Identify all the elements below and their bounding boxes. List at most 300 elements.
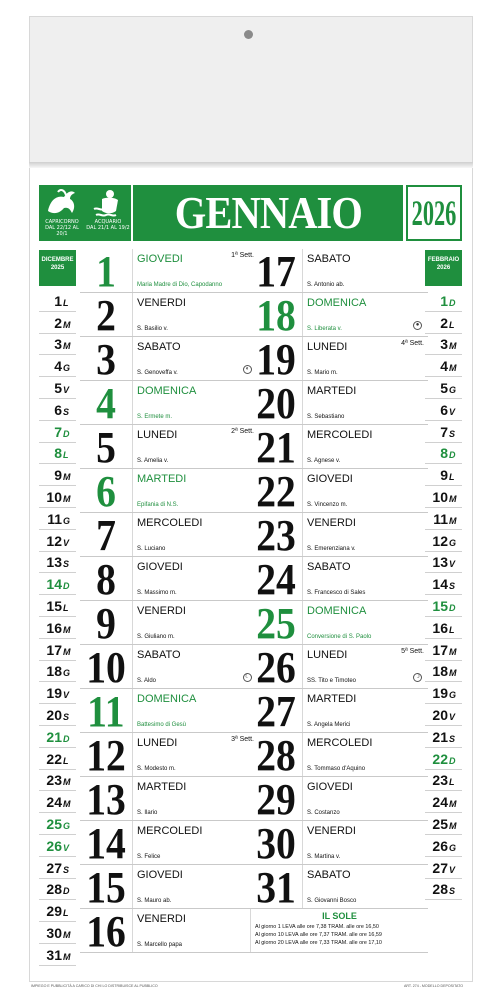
mini-day-number: 3: [54, 336, 62, 353]
day-number: [250, 731, 302, 780]
mini-day-weekday: M: [449, 820, 457, 831]
zodiac-dates: DAL 22/12 AL 20/1: [45, 225, 79, 237]
day-name: SABATO: [137, 341, 181, 353]
day-info: [132, 513, 258, 556]
mini-day-weekday: M: [449, 668, 457, 679]
mini-day: [39, 573, 76, 595]
mini-day-number: 25: [46, 815, 62, 832]
day-saint: S. Liberata v.: [307, 326, 342, 332]
mini-day-number: 4: [54, 358, 62, 375]
mini-day: [39, 748, 76, 770]
sun-info-box: [250, 909, 428, 953]
mini-day-weekday: L: [63, 602, 69, 613]
day-info: [302, 425, 428, 468]
mini-day-number: 17: [432, 641, 448, 658]
day-row: [250, 379, 428, 428]
mini-day-weekday: M: [63, 951, 71, 962]
day-name: MERCOLEDI: [137, 517, 203, 529]
mini-day-weekday: D: [449, 297, 456, 308]
sun-info-line: Al giorno 20 LEVA alle ore 7,33 TRAM. alle ore 17,10: [255, 940, 382, 946]
mini-day-weekday: D: [63, 581, 70, 592]
day-number-text: 8: [96, 555, 116, 604]
day-row: [80, 687, 258, 736]
day-saint: S. Angela Merici: [307, 722, 351, 728]
mini-day-weekday: L: [449, 472, 455, 483]
day-row: [80, 511, 258, 560]
mini-day-weekday: V: [449, 559, 456, 570]
day-saint: S. Costanzo: [307, 810, 340, 816]
day-info: [132, 381, 258, 424]
day-number: [80, 335, 132, 384]
mini-day: [39, 486, 76, 508]
day-saint: S. Antonio ab.: [307, 282, 345, 288]
moon-phase-icon: ☾: [244, 674, 251, 680]
day-number: [80, 555, 132, 604]
day-row: [80, 643, 258, 692]
day-number: [80, 599, 132, 648]
capricorn-icon: [39, 187, 85, 219]
mini-day: [39, 290, 76, 312]
day-info: [132, 337, 258, 380]
day-name: VENERDI: [137, 605, 186, 617]
day-name: DOMENICA: [307, 297, 367, 309]
mini-day-weekday: M: [449, 515, 457, 526]
day-name: GIOVEDI: [137, 561, 183, 573]
day-row: [250, 291, 428, 340]
day-number-text: 30: [256, 819, 296, 868]
mini-day-number: 4: [440, 358, 448, 375]
day-name: GIOVEDI: [307, 473, 353, 485]
day-name: MERCOLEDI: [307, 429, 373, 441]
day-saint: S. Ermete m.: [137, 414, 173, 420]
day-name: LUNEDI: [307, 649, 348, 661]
mini-day-weekday: G: [449, 537, 457, 548]
mini-day-number: 23: [46, 772, 62, 789]
day-name: DOMENICA: [137, 385, 197, 397]
mini-day-number: 11: [47, 510, 62, 527]
day-info: [302, 469, 428, 512]
mini-day-weekday: M: [63, 646, 71, 657]
day-row: [250, 863, 428, 912]
mini-day-weekday: S: [449, 581, 456, 592]
day-saint: S. Giovanni Bosco: [307, 898, 357, 904]
mini-day-number: 1: [54, 292, 62, 309]
day-number-text: 11: [87, 687, 125, 736]
mini-day: [425, 770, 462, 792]
day-row: [250, 731, 428, 780]
day-name: SABATO: [307, 253, 351, 265]
day-number: [80, 907, 132, 956]
mini-day: [39, 835, 76, 857]
mini-day-number: 6: [440, 401, 448, 418]
mini-day: [39, 443, 76, 465]
days-column-right: [250, 249, 428, 953]
day-number-text: 6: [96, 467, 116, 516]
week-label: 4ª Sett.: [401, 340, 424, 347]
mini-day-number: 7: [54, 423, 62, 440]
mini-day-number: 29: [46, 903, 62, 920]
mini-day-weekday: G: [63, 820, 71, 831]
day-number-text: 1: [96, 247, 116, 296]
week-label: 2ª Sett.: [231, 428, 254, 435]
mini-day: [425, 443, 462, 465]
mini-day-number: 24: [46, 794, 62, 811]
mini-day-weekday: D: [449, 450, 456, 461]
day-info: [132, 249, 258, 292]
day-saint: S. Sebastiano: [307, 414, 345, 420]
day-number-text: 28: [256, 731, 296, 780]
mini-day-number: 15: [432, 597, 448, 614]
day-number: [250, 863, 302, 912]
mini-day: [39, 770, 76, 792]
mini-day-number: 10: [432, 488, 448, 505]
day-row: [250, 643, 428, 692]
day-number: [250, 379, 302, 428]
day-number-text: 22: [256, 467, 296, 516]
day-number: [80, 511, 132, 560]
day-number-text: 16: [86, 907, 126, 956]
mini-day: [39, 944, 76, 966]
day-number: [250, 467, 302, 516]
day-row: [80, 555, 258, 604]
mini-day-number: 10: [46, 488, 62, 505]
mini-day-number: 21: [432, 728, 448, 745]
day-name: MARTEDI: [307, 385, 357, 397]
day-info: [132, 557, 258, 600]
day-number-text: 24: [256, 555, 296, 604]
day-name: MARTEDI: [137, 781, 187, 793]
mini-day-number: 13: [46, 554, 62, 571]
day-info: [302, 337, 428, 380]
day-row: [250, 555, 428, 604]
day-name: VENERDI: [137, 297, 186, 309]
day-saint: S. Modesto m.: [137, 766, 176, 772]
day-number-text: 5: [96, 423, 116, 472]
day-row: [80, 467, 258, 516]
mini-day: [39, 334, 76, 356]
mini-day-number: 12: [432, 532, 448, 549]
mini-day: [39, 552, 76, 574]
day-row: [250, 687, 428, 736]
day-saint: Conversione di S. Paolo: [307, 634, 372, 640]
day-row: [80, 863, 258, 912]
mini-day-weekday: G: [63, 363, 71, 374]
mini-day: [425, 595, 462, 617]
mini-day-weekday: M: [449, 493, 457, 504]
day-row: [250, 819, 428, 868]
day-row: [250, 423, 428, 472]
day-saint: S. Francesco di Sales: [307, 590, 366, 596]
mini-day-number: 11: [433, 510, 448, 527]
day-name: LUNEDI: [137, 737, 178, 749]
mini-day-number: 3: [440, 336, 448, 353]
mini-day: [425, 377, 462, 399]
day-row: [80, 423, 258, 472]
day-info: [132, 469, 258, 512]
mini-day-weekday: V: [449, 711, 456, 722]
day-info: [302, 733, 428, 776]
day-number: [250, 643, 302, 692]
day-number: [80, 819, 132, 868]
mini-day-weekday: L: [449, 777, 455, 788]
mini-day-number: 18: [46, 663, 62, 680]
mini-day-weekday: S: [63, 406, 70, 417]
next-month-days: [425, 290, 462, 900]
day-number-text: 7: [96, 511, 116, 560]
mini-day-number: 7: [440, 423, 448, 440]
day-info: [302, 249, 428, 292]
day-row: [80, 775, 258, 824]
mini-day-weekday: V: [449, 406, 456, 417]
mini-day-number: 22: [432, 750, 448, 767]
day-info: [132, 425, 258, 468]
day-info: [132, 733, 258, 776]
day-number-text: 4: [96, 379, 116, 428]
day-row: [250, 247, 428, 296]
mini-day-weekday: M: [449, 363, 457, 374]
day-info: [132, 777, 258, 820]
day-number: [250, 687, 302, 736]
mini-day-number: 2: [54, 314, 62, 331]
mini-day: [39, 791, 76, 813]
zodiac-caption: ACQUARIO: [94, 219, 122, 225]
mini-day-number: 27: [46, 859, 62, 876]
mini-day-weekday: M: [449, 341, 457, 352]
day-number-text: 27: [256, 687, 296, 736]
day-saint: Epifania di N.S.: [137, 502, 179, 508]
day-info: [132, 821, 258, 864]
day-number: [80, 687, 132, 736]
mini-day-weekday: M: [63, 929, 71, 940]
mini-day: [39, 639, 76, 661]
day-number: [250, 775, 302, 824]
mini-day-number: 28: [46, 881, 62, 898]
day-row: [80, 819, 258, 868]
sun-info: [250, 909, 428, 952]
zodiac-capricorn: [39, 187, 85, 241]
mini-day-weekday: S: [449, 733, 456, 744]
mini-day: [425, 399, 462, 421]
mini-day: [39, 726, 76, 748]
calendar-header: [39, 185, 462, 241]
day-number-text: 20: [256, 379, 296, 428]
day-saint: S. Amelia v.: [137, 458, 169, 464]
mini-day-weekday: V: [63, 842, 70, 853]
mini-day-number: 12: [46, 532, 62, 549]
day-number: [250, 511, 302, 560]
mini-day-number: 20: [46, 706, 62, 723]
day-saint: S. Vincenzo m.: [307, 502, 348, 508]
day-row: [250, 467, 428, 516]
day-number-text: 9: [96, 599, 116, 648]
mini-day-weekday: L: [449, 624, 455, 635]
month-title: GENNAIO: [133, 185, 403, 241]
day-number: [80, 247, 132, 296]
day-name: VENERDI: [137, 913, 186, 925]
day-saint: S. Aldo: [137, 678, 157, 684]
mini-day-number: 8: [54, 445, 62, 462]
prev-month-header: [39, 250, 76, 286]
sun-info-line: Al giorno 10 LEVA alle ore 7,37 TRAM. alle ore 16,59: [255, 932, 382, 938]
day-name: SABATO: [307, 561, 351, 573]
mini-day-number: 19: [432, 685, 448, 702]
mini-day-weekday: G: [449, 842, 457, 853]
mini-day-weekday: L: [63, 297, 69, 308]
mini-day-weekday: L: [449, 319, 455, 330]
day-number-text: 2: [96, 291, 116, 340]
mini-day-weekday: D: [63, 733, 70, 744]
mini-day: [39, 377, 76, 399]
day-name: MARTEDI: [307, 693, 357, 705]
day-number-text: 3: [96, 335, 116, 384]
mini-day: [425, 813, 462, 835]
day-row: [250, 599, 428, 648]
day-name: GIOVEDI: [137, 253, 183, 265]
week-label: 3ª Sett.: [231, 736, 254, 743]
day-number-text: 15: [86, 863, 126, 912]
mini-day: [39, 508, 76, 530]
day-number-text: 26: [256, 643, 296, 692]
day-info: [302, 645, 428, 688]
day-row: [80, 247, 258, 296]
mini-day: [425, 857, 462, 879]
day-info: [302, 777, 428, 820]
mini-day-number: 9: [54, 467, 62, 484]
day-number: [80, 423, 132, 472]
moon-phase-icon: ●: [413, 321, 422, 330]
mini-day: [425, 617, 462, 639]
day-number-text: 31: [256, 863, 296, 912]
next-month-year: 2026: [436, 265, 451, 271]
mini-day-weekday: M: [449, 799, 457, 810]
mini-day-weekday: S: [449, 428, 456, 439]
mini-day-weekday: S: [63, 559, 70, 570]
next-month-header: [425, 250, 462, 286]
mini-day: [425, 334, 462, 356]
day-number: [250, 291, 302, 340]
day-number-text: 19: [256, 335, 296, 384]
mini-day: [39, 661, 76, 683]
day-name: LUNEDI: [137, 429, 178, 441]
day-row: [250, 775, 428, 824]
mini-day: [425, 355, 462, 377]
mini-day-number: 16: [432, 619, 448, 636]
day-number-text: 18: [256, 291, 296, 340]
zodiac-caption: CAPRICORNO: [45, 219, 79, 225]
day-number: [250, 555, 302, 604]
mini-day-number: 1: [440, 292, 448, 309]
mini-day-number: 17: [46, 641, 62, 658]
day-info: [302, 293, 428, 336]
day-number: [250, 819, 302, 868]
day-saint: S. Marcello papa: [137, 942, 183, 948]
day-number: [80, 379, 132, 428]
mini-day: [425, 312, 462, 334]
day-number-text: 17: [256, 247, 296, 296]
mini-day-number: 15: [46, 597, 62, 614]
mini-day: [39, 355, 76, 377]
day-number: [250, 423, 302, 472]
day-name: VENERDI: [307, 825, 356, 837]
mini-day-number: 23: [432, 772, 448, 789]
day-name: DOMENICA: [137, 693, 197, 705]
day-info: [132, 865, 258, 908]
day-saint: S. Genoveffa v.: [137, 370, 178, 376]
mini-day-weekday: M: [63, 493, 71, 504]
day-saint: S. Ilario: [137, 810, 158, 816]
mini-day-weekday: D: [449, 602, 456, 613]
mini-day-number: 27: [432, 859, 448, 876]
moon-phase-icon: ☽: [414, 674, 421, 680]
mini-day-weekday: S: [63, 864, 70, 875]
day-saint: SS. Tito e Timoteo: [307, 678, 357, 684]
day-number-text: 12: [86, 731, 126, 780]
mini-day-weekday: M: [63, 472, 71, 483]
mini-day-number: 2: [440, 314, 448, 331]
mini-day: [425, 552, 462, 574]
zodiac-aquarius: [85, 187, 131, 241]
day-saint: S. Martina v.: [307, 854, 341, 860]
mini-day: [39, 857, 76, 879]
day-saint: S. Basilio v.: [137, 326, 168, 332]
mini-day: [39, 530, 76, 552]
day-saint: S. Agnese v.: [307, 458, 341, 464]
day-name: GIOVEDI: [307, 781, 353, 793]
mini-day-weekday: V: [63, 384, 70, 395]
mini-day-number: 20: [432, 706, 448, 723]
mini-day-number: 18: [432, 663, 448, 680]
mini-day: [425, 290, 462, 312]
mini-day-number: 5: [54, 379, 62, 396]
mini-day: [425, 879, 462, 901]
mini-day-number: 16: [46, 619, 62, 636]
day-number: [250, 247, 302, 296]
day-info: [132, 293, 258, 336]
mini-day-number: 14: [46, 576, 62, 593]
mini-day: [425, 486, 462, 508]
mini-day-weekday: M: [63, 624, 71, 635]
mini-day-number: 9: [440, 467, 448, 484]
mini-day: [425, 791, 462, 813]
day-number-text: 25: [256, 599, 296, 648]
mini-day-number: 8: [440, 445, 448, 462]
mini-day: [425, 682, 462, 704]
mini-day-number: 31: [46, 946, 62, 963]
day-saint: S. Mauro ab.: [137, 898, 172, 904]
day-info: [132, 601, 258, 644]
next-month-name: FEBBRAIO: [427, 257, 460, 263]
day-info: [302, 865, 428, 908]
hanging-hole: [244, 30, 253, 39]
day-row: [250, 511, 428, 560]
day-saint: S. Giuliano m.: [137, 634, 175, 640]
mini-day: [425, 835, 462, 857]
mini-day-number: 21: [46, 728, 62, 745]
day-number: [80, 775, 132, 824]
day-saint: S. Tommaso d'Aquino: [307, 766, 366, 772]
day-name: MERCOLEDI: [137, 825, 203, 837]
day-info: [132, 689, 258, 732]
mini-day: [425, 639, 462, 661]
footer-left-note: IMPIEGO E PUBBLICITÀ A CARICO DI CHI LO DISTRIBUISCE AL PUBBLICO: [31, 984, 158, 988]
day-row: [80, 731, 258, 780]
day-saint: S. Felice: [137, 854, 161, 860]
day-name: SABATO: [137, 649, 181, 661]
zodiac-panel: [39, 185, 131, 241]
day-row: [80, 599, 258, 648]
mini-day-weekday: D: [449, 755, 456, 766]
day-info: [302, 557, 428, 600]
